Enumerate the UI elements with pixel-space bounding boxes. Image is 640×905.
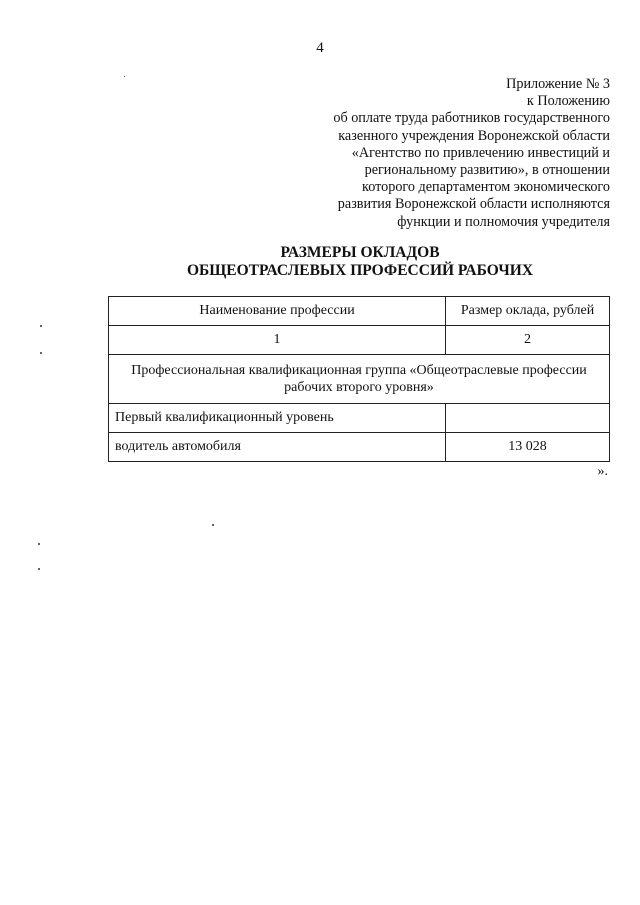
salary-table	[108, 296, 610, 462]
document-title-line-1: РАЗМЕРЫ ОКЛАДОВ	[280, 244, 440, 261]
table-group-row	[109, 355, 610, 404]
column-number-1: 1	[109, 326, 446, 355]
scan-speck	[40, 352, 42, 354]
professional-group-cell	[109, 355, 610, 404]
header-salary: Размер оклада, рублей	[446, 297, 610, 326]
professional-group-line-2: рабочих второго уровня»	[284, 380, 434, 395]
qualification-level-empty-cell	[446, 404, 610, 433]
column-number-2: 2	[446, 326, 610, 355]
profession-name-cell: водитель автомобиля	[109, 433, 446, 462]
header-profession: Наименование профессии	[109, 297, 446, 326]
scan-speck	[124, 76, 125, 77]
document-title-line-2: ОБЩЕОТРАСЛЕВЫХ ПРОФЕССИЙ РАБОЧИХ	[186, 261, 534, 279]
scan-speck	[212, 524, 214, 526]
appendix-line: казенного учреждения Воронежской области	[338, 127, 610, 144]
appendix-line: «Агентство по привлечению инвестиций и	[351, 144, 610, 161]
appendix-line: развития Воронежской области исполняются	[337, 196, 610, 213]
scan-speck	[38, 568, 40, 570]
table-header-row	[109, 297, 610, 326]
appendix-line: об оплате труда работников государственного	[333, 110, 610, 127]
qualification-level-cell: Первый квалификационный уровень	[109, 404, 446, 433]
scan-speck	[38, 543, 40, 545]
appendix-line: функции и полномочия учредителя	[397, 213, 610, 230]
salary-value-cell: 13 028	[446, 433, 610, 462]
appendix-line: которого департаментом экономического	[362, 179, 610, 196]
appendix-note	[290, 76, 610, 231]
scan-speck	[40, 325, 42, 327]
professional-group-line-1: Профессиональная квалификационная группа «Общеотраслевые профессии	[131, 363, 587, 378]
document-title	[0, 244, 640, 279]
appendix-line: к Положению	[526, 93, 610, 110]
table-column-numbers-row	[109, 326, 610, 355]
appendix-line: региональному развитию», в отношении	[364, 162, 610, 179]
appendix-line: Приложение № 3	[506, 76, 610, 92]
page-number: 4	[316, 40, 324, 56]
table-row	[109, 433, 610, 462]
table-level-row	[109, 404, 610, 433]
closing-quote-mark: ».	[597, 464, 608, 479]
